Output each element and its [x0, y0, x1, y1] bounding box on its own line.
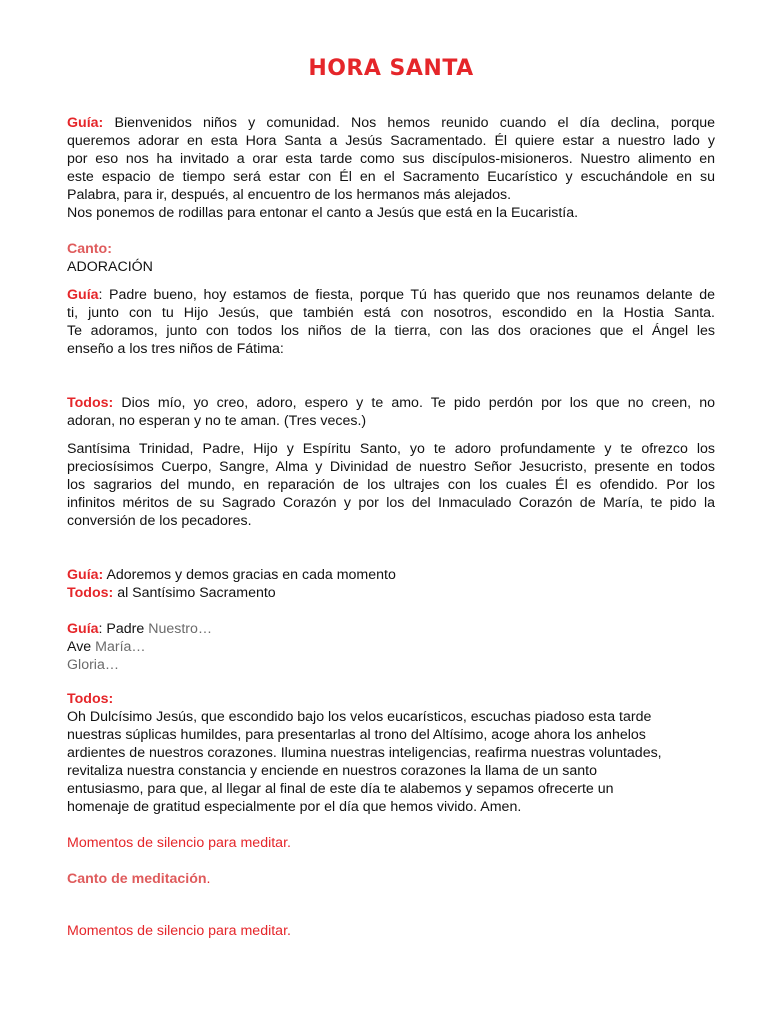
text-line: ardientes de nuestros corazones. Ilumina nuestras inteligencias, reafirma nuestras voluntades, [67, 745, 662, 761]
text-span: María… [95, 639, 146, 655]
text-line: Gloria… [67, 657, 120, 673]
silence-instruction: Momentos de silencio para meditar. [67, 923, 291, 939]
speaker-label: Guía: [67, 115, 104, 131]
canto-label: Canto de meditación [67, 871, 207, 887]
text-span: al Santísimo Sacramento [117, 585, 276, 601]
text-line: Nos ponemos de rodillas para entonar el canto a Jesús que está en la Eucaristía. [67, 205, 579, 221]
paragraph-trinity-prayer [67, 440, 715, 530]
speaker-label: Todos: [67, 395, 114, 411]
page-title: HORA SANTA [308, 56, 474, 81]
text-line: Te adoramos, junto con todos los niños de la tierra, con las dos oraciones que el Ángel les [67, 323, 715, 339]
text-line [67, 394, 715, 412]
text-line: nuestras súplicas humildes, para presentarlas al trono del Altísimo, acoge ahora los anhelos [67, 727, 646, 743]
text-span: Ave [67, 639, 92, 655]
text-line: por eso nos ha invitado a orar esta tarde como sus discípulos-misioneros. Nuestro alimento en [67, 151, 715, 167]
text-line [67, 566, 715, 584]
text-span: Nuestro… [148, 621, 213, 637]
speaker-label: Guía [67, 621, 99, 637]
silence-instruction: Momentos de silencio para meditar. [67, 835, 291, 851]
paragraph-guia-prayer [67, 286, 715, 358]
canto-label: Canto: [67, 241, 112, 257]
text-line [67, 286, 715, 304]
text-line: preciosísimos Cuerpo, Sangre, Alma y Divinidad de nuestro Señor Jesucristo, presente en todos [67, 459, 715, 475]
paragraph-guia-welcome [67, 114, 715, 222]
paragraph-prayers-list [67, 620, 715, 674]
text-line [67, 620, 715, 638]
text-span: Bienvenidos niños y comunidad. Nos hemos reunido cuando el día declina, porque [114, 115, 715, 131]
text-line [67, 114, 715, 132]
text-line: Palabra, para ir, después, al encuentro de los hermanos más alejados. [67, 187, 512, 203]
text-line: adoran, no esperan y no te aman. (Tres veces.) [67, 413, 367, 429]
text-line [67, 584, 715, 602]
text-span: Adoremos y demos gracias en cada momento [106, 567, 396, 583]
text-span: : Padre [98, 621, 145, 637]
text-line: homenaje de gratitud especialmente por el día que hemos vivido. Amen. [67, 799, 522, 815]
text-line: conversión de los pecadores. [67, 513, 252, 529]
text-line: infinitos méritos de su Sagrado Corazón y por los del Inmaculado Corazón de María, te pido la [67, 495, 715, 511]
text-line [67, 638, 715, 656]
canto-section [67, 240, 715, 276]
text-line: entusiasmo, para que, al llegar al final de este día te alabemos y sepamos ofrecerte un [67, 781, 614, 797]
text-line: revitaliza nuestra constancia y enciende en nuestros corazones la llama de un santo [67, 763, 597, 779]
speaker-label: Todos: [67, 691, 114, 707]
paragraph-todos-dulcisimo [67, 690, 715, 816]
paragraph-adoremos [67, 566, 715, 602]
paragraph-todos-fatima [67, 394, 715, 430]
speaker-label: Guía: [67, 567, 104, 583]
canto-song-title: ADORACIÓN [67, 259, 153, 275]
text-line: Oh Dulcísimo Jesús, que escondido bajo los velos eucarísticos, escuchas piadoso esta tarde [67, 709, 652, 725]
text-span: . [206, 871, 211, 887]
text-line: Santísima Trinidad, Padre, Hijo y Espíritu Santo, yo te adoro profundamente y te ofrezco los [67, 441, 715, 457]
canto-meditacion [67, 870, 715, 888]
speaker-label: Guía [67, 287, 99, 303]
text-line: ti, junto con tu Hijo Jesús, que también está con nosotros, escondido en la Hostia Santa. [67, 305, 715, 321]
text-line: queremos adorar en esta Hora Santa a Jesús Sacramentado. Él quiere estar a nuestro lado y [67, 133, 715, 149]
text-line: los sagrarios del mundo, en reparación de los ultrajes con los cuales Él es ofendido. Por los [67, 477, 715, 493]
text-span: : Padre bueno, hoy estamos de fiesta, porque Tú has querido que nos reunamos delante de [98, 287, 715, 303]
text-line: enseño a los tres niños de Fátima: [67, 341, 284, 357]
text-span: Dios mío, yo creo, adoro, espero y te amo. Te pido perdón por los que no creen, no [121, 395, 715, 411]
text-line: este espacio de tiempo será estar con Él en el Sacramento Eucarístico y escuchándole en su [67, 169, 715, 185]
speaker-label: Todos: [67, 585, 114, 601]
